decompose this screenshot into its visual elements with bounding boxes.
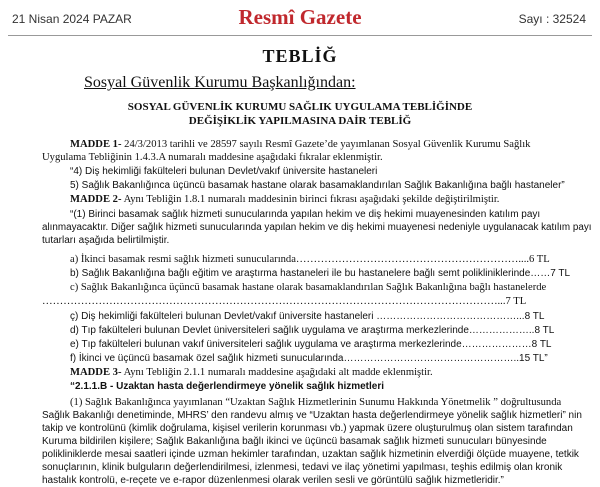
sub-para-line-3: takip ve kontrolünü (kimlik doğrulama, kişisel verilerin korunması vb.) yapmak üzere oluşturulmuş olan sistem tarafından	[42, 423, 573, 434]
article-1-item-5: 5) Sağlık Bakanlığınca üçüncü basamak hastane olarak basamaklandırılan Sağlık Bakanlığına bağlı hastaneler”	[70, 180, 565, 191]
subsection-title: “2.1.1.B - Uzaktan hasta değerlendirmeye yönelik sağlık hizmetleri	[70, 381, 385, 392]
sub-para-line-4: Kuruma bildirilen kişilere; Sağlık Bakanlığına bağlı ikinci ve üçüncü basamak sağlık hizmeti sunucuları bünyesinde	[42, 436, 547, 447]
section-heading: TEBLİĞ	[262, 46, 338, 66]
para-1-line-1: “(1) Birinci basamak sağlık hizmeti sunucularında yapılan hekim ve diş hekimi muayenesinden katılım payı	[70, 209, 541, 220]
sub-para-line-1: (1) Sağlık Bakanlığınca yayımlanan “Uzaktan Sağlık Hizmetlerinin Sunumu Hakkında Yönetmelik ” doğrultusunda	[70, 397, 562, 408]
fee-item-b: b) Sağlık Bakanlığına bağlı eğitim ve araştırma hastaneleri ile bu hastanelere bağlı semt polikliniklerinde……7 TL	[70, 268, 571, 279]
institution-name: Sosyal Güvenlik Kurumu Başkanlığından:	[84, 74, 356, 91]
article-1-label: MADDE 1-	[70, 139, 122, 150]
issue-date: 21 Nisan 2024 PAZAR	[12, 12, 132, 26]
article-1-item-4: “4) Diş hekimliği fakülteleri bulunan Devlet/vakıf üniversite hastaneleri	[70, 166, 378, 177]
article-2-text: Aynı Tebliğin 1.8.1 numaralı maddesinin birinci fıkrası aşağıdaki şekilde değiştirilmiştir.	[121, 194, 500, 205]
article-2-label: MADDE 2-	[70, 194, 122, 205]
header-divider	[8, 35, 592, 36]
para-1-line-3: tutarları aşağıda belirtilmiştir.	[42, 235, 170, 246]
gazette-title: Resmî Gazete	[238, 5, 362, 29]
article-3-text: Aynı Tebliğin 2.1.1 numaralı maddesine aşağıdaki alt madde eklenmiştir.	[121, 367, 433, 378]
fee-item-d: d) Tıp fakülteleri bulunan Devlet üniversiteleri sağlık uygulama ve araştırma merkezlerinde………………..8 TL	[70, 325, 555, 336]
page-header	[0, 0, 600, 38]
issue-number: Sayı : 32524	[518, 12, 586, 26]
article-3-line	[70, 366, 433, 379]
article-1-line-1	[70, 138, 530, 151]
article-1-line-2: Uygulama Tebliğinin 1.4.3.A numaralı maddesine aşağıdaki fıkralar eklenmiştir.	[42, 152, 383, 163]
fee-item-f: f) İkinci ve üçüncü basamak özel sağlık hizmeti sunucularında……………………………………………..15 TL”	[70, 353, 548, 364]
article-1-text: 24/3/2013 tarihli ve 28597 sayılı Resmî Gazete’de yayımlanan Sosyal Güvenlik Kurumu Sağlık	[121, 139, 531, 150]
fee-item-cc: ç) Diş hekimliği fakülteleri bulunan Devlet/vakıf üniversite hastaneleri ……………………………………...8 TL	[70, 311, 545, 322]
article-3-label: MADDE 3-	[70, 367, 122, 378]
fee-item-c-line-1: c) Sağlık Bakanlığınca üçüncü basamak hastane olarak basamaklandırılan Sağlık Bakanlığına bağlı hastanelerde	[70, 282, 547, 293]
doc-title-line-2: DEĞİŞİKLİK YAPILMASINA DAİR TEBLİĞ	[188, 115, 412, 127]
sub-para-line-2: Sağlık Bakanlığı denetiminde, MHRS’ den randevu almış ve “Uzaktan hasta değerlendirmeye yönelik sağlık hizmetleri” nin	[42, 410, 582, 421]
sub-para-line-6: sonuçlarının, klinik bulguların değerlendirilmesi, izlenmesi, tedavi ve ilaç yönetimi yapılması, teşhis edilmiş olan kronik	[42, 462, 563, 473]
doc-title-line-1: SOSYAL GÜVENLİK KURUMU SAĞLIK UYGULAMA TEBLİĞİNDE	[127, 101, 473, 113]
fee-item-e: e) Tıp fakülteleri bulunan vakıf üniversiteleri sağlık uygulama ve araştırma merkezlerinde…………………8 TL	[70, 339, 552, 350]
article-2-line	[70, 193, 499, 206]
para-1-line-2: alınmayacaktır. Diğer sağlık hizmeti sunucularında yapılan hekim ve diş hekimi muayenesi nedeniyle uygulanacak katılım payı	[42, 222, 592, 233]
sub-para-line-5: polikliniklerde mesai saatleri içinde uzman hekimler tarafından, uzaktan sağlık hizmetinin elverdiği ölçüde muayene, tetkik	[42, 449, 579, 460]
fee-item-c-line-2: …………………………………………………………………………………………………………………...7 TL	[42, 296, 527, 307]
sub-para-line-7: hastalık kontrolü, e-reçete ve e-rapor düzenlenmesi olarak verilen sesli ve görüntülü sağlık hizmetleridir.”	[42, 475, 504, 486]
fee-item-a: a) İkinci basamak resmi sağlık hizmeti sunucularında………………………………………………………....6 TL	[70, 254, 550, 265]
